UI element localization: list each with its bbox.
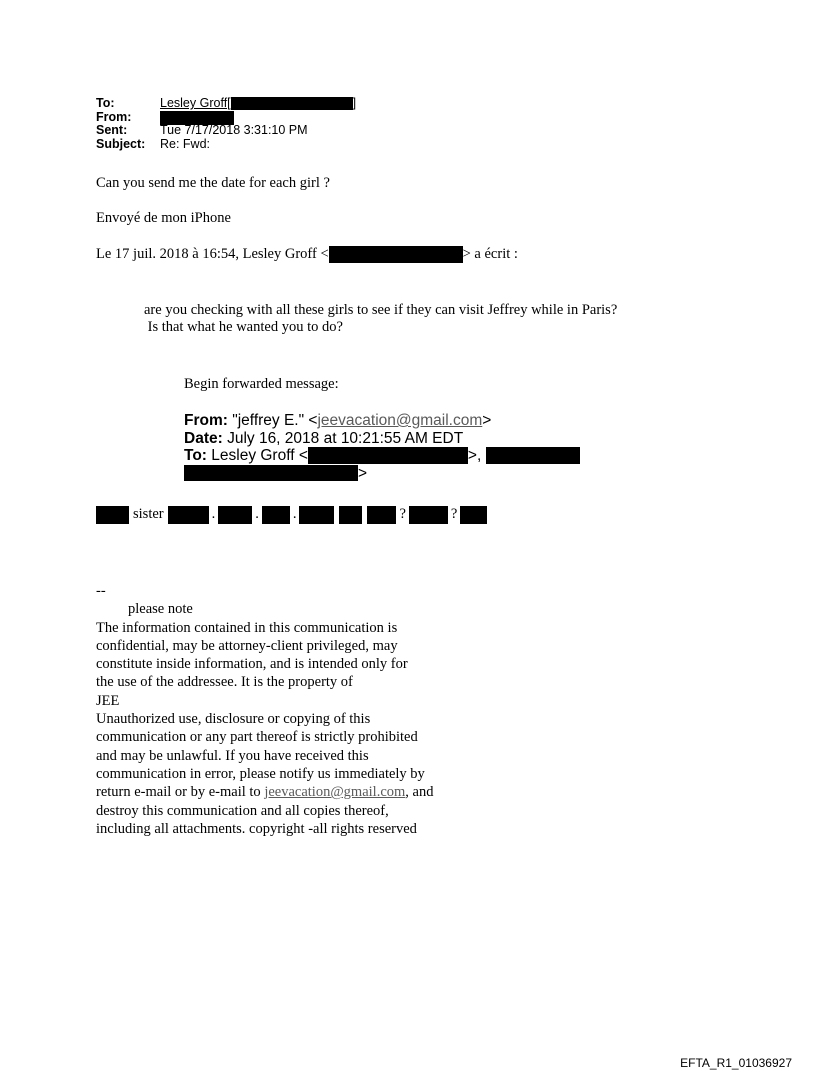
fwd-from-email-link[interactable]: jeevacation@gmail.com xyxy=(317,412,483,429)
forward-intro: Begin forwarded message: xyxy=(184,376,339,392)
subject-label: Subject: xyxy=(96,136,146,151)
redaction-box xyxy=(409,506,448,524)
redaction-box xyxy=(96,506,129,524)
reply-suffix: > a écrit : xyxy=(462,246,518,262)
disclaimer-line xyxy=(96,783,433,801)
fwd-from-close: > xyxy=(482,412,492,429)
redaction-box xyxy=(308,447,468,464)
quoted-line-2: Is that what he wanted you to do? xyxy=(144,319,343,335)
fwd-to-row-2 xyxy=(184,465,580,483)
to-row xyxy=(96,97,356,111)
disclaimer-line: constitute inside information, and is intended only for xyxy=(96,656,408,673)
disclaimer-line: including all attachments. copyright -all rights reserved xyxy=(96,820,417,837)
return-suffix: , and xyxy=(405,784,434,801)
from-label: From: xyxy=(96,109,132,124)
redaction-box xyxy=(329,246,463,263)
subject-row xyxy=(96,138,356,152)
punct-dot: . xyxy=(211,506,216,522)
fwd-to-sep: >, xyxy=(467,447,486,464)
subject-value: Re: Fwd: xyxy=(160,136,211,151)
punct-dot: . xyxy=(292,506,297,522)
redaction-box xyxy=(184,465,358,481)
fwd-date-label: Date: xyxy=(184,429,223,447)
signature-line: Envoyé de mon iPhone xyxy=(96,210,231,226)
redacted-line xyxy=(96,505,487,524)
reply-attribution xyxy=(96,246,518,263)
separator-dashes: -- xyxy=(96,583,106,599)
disclaimer-line: The information contained in this communication is xyxy=(96,619,398,636)
email-header xyxy=(96,97,356,151)
disclaimer-line: Unauthorized use, disclosure or copying of this xyxy=(96,711,371,728)
from-row xyxy=(96,111,356,125)
redaction-box xyxy=(231,97,353,110)
fwd-to-row xyxy=(184,447,580,465)
fwd-to-label: To: xyxy=(184,447,207,464)
reply-prefix: Le 17 juil. 2018 à 16:54, Lesley Groff < xyxy=(96,246,329,262)
quoted-line-1: are you checking with all these girls to see if they can visit Jeffrey while in Paris? xyxy=(144,302,618,318)
sent-value: Tue 7/17/2018 3:31:10 PM xyxy=(160,123,308,137)
disclaimer-line: the use of the addressee. It is the property of xyxy=(96,674,353,691)
disclaimer-line: communication or any part thereof is strictly prohibited xyxy=(96,729,418,746)
disclaimer-line: JEE xyxy=(96,692,120,709)
disclaimer xyxy=(96,582,433,838)
to-close: ] xyxy=(352,96,357,110)
message-line: Can you send me the date for each girl ? xyxy=(96,175,330,191)
redaction-box xyxy=(486,447,580,464)
disclaimer-email-link[interactable]: jeevacation@gmail.com xyxy=(264,784,406,801)
redaction-box xyxy=(339,506,362,524)
disclaimer-line: communication in error, please notify us immediately by xyxy=(96,765,425,782)
sent-row xyxy=(96,124,356,138)
document-id: EFTA_R1_01036927 xyxy=(680,1056,792,1070)
redaction-box xyxy=(262,506,290,524)
fwd-from-label: From: xyxy=(184,412,228,429)
fwd-date-row xyxy=(184,430,580,448)
to-label: To: xyxy=(96,96,115,110)
disclaimer-line: and may be unlawful. If you have received this xyxy=(96,747,369,764)
redaction-box xyxy=(218,506,252,524)
quoted-message xyxy=(144,302,617,336)
fwd-from-row xyxy=(184,412,580,430)
redacted-word: sister xyxy=(133,506,164,522)
fwd-to-value: Lesley Groff < xyxy=(206,447,308,464)
disclaimer-line: destroy this communication and all copies thereof, xyxy=(96,802,389,819)
disclaimer-line: confidential, may be attorney-client privileged, may xyxy=(96,637,398,654)
return-prefix: return e-mail or by e-mail to xyxy=(96,784,265,801)
redaction-box xyxy=(367,506,396,524)
fwd-from-name: "jeffrey E." < xyxy=(227,412,318,429)
punct-question: ? xyxy=(399,506,406,522)
punct-dot: . xyxy=(255,506,259,522)
please-note: please note xyxy=(128,601,193,618)
redaction-box xyxy=(168,506,209,524)
fwd-to-close: > xyxy=(358,464,368,482)
forwarded-header xyxy=(184,412,580,482)
sent-label: Sent: xyxy=(96,123,128,137)
redaction-box xyxy=(460,506,487,524)
to-value[interactable]: Lesley Groff[ xyxy=(160,96,231,110)
redaction-box xyxy=(299,506,334,524)
fwd-date-value: July 16, 2018 at 10:21:55 AM EDT xyxy=(222,429,464,447)
punct-question: ? xyxy=(450,506,458,522)
